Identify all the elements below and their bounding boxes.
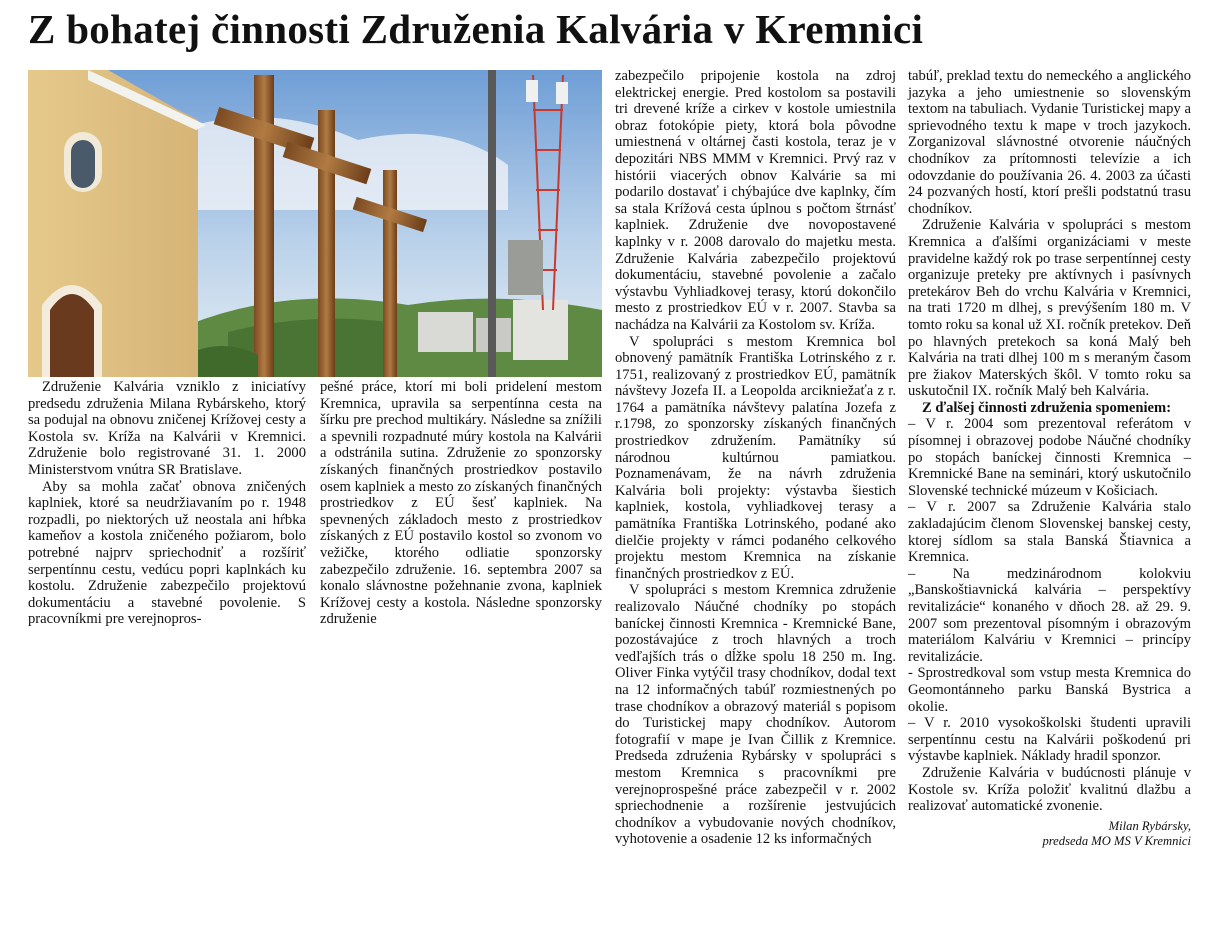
- article-subheading: Z ďalšej činnosti združenia spomeniem:: [922, 399, 1172, 416]
- article-paragraph: V spolupráci s mestom Kremnica bol obnovený pamätník Františka Lotrinského z r. 1751, realizovaný z prostriedkov EÚ, pamätník návštevy Jozefa II. a Leopolda arcikniežaťa z r. 1764 a pamätníka návštevy palatína Jozefa z r.1798, zo sponzorsky získaných finančných prostriedkov združením. Pamätníky sú národnou kultúrnou pamiatkou. Poznamenávam, že na návrh združenia Kalvária boli projekty: výstavba šiestich kaplniek, kostola, vyhliadkovej terasy a pamätníka Františka Lotrinského, podané ako dielčie projekty v rámci podaného celkového projektu mestom Kremnica na získanie finančných prostriedkov z EÚ.: [615, 333, 896, 582]
- list-item: – Na medzinárodnom kolokviu „Banskoštiavnická kalvária – perspektívy revitalizácie“ konaného v dňoch 28. až 29. 9. 2007 som prezentoval písomným i obrazovým materiálom Kalváriu v Kremnici – princípy revitalizácie.: [908, 565, 1191, 665]
- author-signature: [908, 819, 1191, 849]
- list-item: - Sprostredkoval som vstup mesta Kremnica do Geomontánneho parku Banská Bystrica a okolie.: [908, 665, 1191, 715]
- author-role: predseda MO MS V Kremnici: [1042, 833, 1191, 848]
- article-paragraph: pešné práce, ktorí mi boli pridelení mestom Kremnica, upravila sa serpentínna cesta na šírku pre prechod multikáry. Následne sa znížili a spevnili rozpadnuté múry kostola na Kalvárii a odstránila sutina. Združenie zo sponzorsky získaných finančných prostriedkov postavilo osem kaplniek a mesto zo získaných finančných prostriedkov z EÚ šesť kaplniek. Na spevnených základoch mesto z prostriedkov získaných z EÚ postavilo kostol so zvonom vo vežičke, ktorého odliatie sponzorsky zabezpečilo združenie. 16. septembra 2007 sa konalo slávnostne požehnanie zvona, kaplniek Krížovej cesty a kostola. Následne sponzorsky združenie: [320, 379, 602, 628]
- list-item: – V r. 2010 vysokoškolski študenti upravili serpentínnu cestu na Kalvárii poškodenú pri výstavbe kaplniek. Náklady hradil sponzor.: [908, 715, 1191, 765]
- article-photo-crosses: [28, 70, 602, 377]
- article-paragraph: Združenie Kalvária v spolupráci s mestom Kremnica a ďalšími organizáciami v meste pravidelne každý rok po trase serpentínnej cesty organizuje preteky pre aktívnych i pasívnych pretekárov Beh do vrchu Kalvária v Kremnici, na trati 1720 m dlhej, s prevýšením 180 m. V tomto roku sa konal už XI. ročník pretekov. Deň po hlavných pretekoch sa koná Malý beh Kalvária na trati dlhej 100 m s meraným časom pre žiakov Materských škôl. V tomto roku sa uskutočnil IX. ročník Malý beh Kalvária.: [908, 217, 1191, 400]
- list-item: – V r. 2007 sa Združenie Kalvária stalo zakladajúcim členom Slovenskej banskej cesty, ktorej sídlom sa stala Banská Štiavnica a Kremnica.: [908, 499, 1191, 566]
- article-paragraph: zabezpečilo pripojenie kostola na zdroj elektrickej energie. Pred kostolom sa postavili tri drevené kríže a cirkev v kostole umiestnila obraz fotokópie piety, ktorá bola pôvodne umiestnená v oltárnej časti kostola, teraz je v depozitári NBS MMM v Kremnici. Prvý raz v histórii viacerých obnov Kalvárie sa mi podarilo dostavať i chýbajúce dve kaplnky, čím sa stala Krížová cesta úplnou s počtom štrnásť kaplniek. Združenie dve novopostavené kaplnky v r. 2008 darovalo do majetku mesta. Združenie Kalvária zabezpečilo projektovú dokumentáciu, stavebné povolenie a začalo výstavbu Vyhliadkovej terasy, ktorú dokončilo mesto z prostriedkov EÚ v r. 2007. Stavba sa nachádza na Kalvárii za Kostolom sv. Kríža.: [615, 68, 896, 333]
- article-column-4: [908, 68, 1191, 849]
- list-item: – V r. 2004 som prezentoval referátom v písomnej i obrazovej podobe Náučné chodníky po stopách baníckej činnosti Kremnica – Kremnické Bane na seminári, ktorý uskutočnilo Slovenské technické múzeum v Košiciach.: [908, 416, 1191, 499]
- article-paragraph: Združenie Kalvária vzniklo z iniciatívy predsedu združenia Milana Rybárskeho, ktorý sa podujal na obnovu zničenej Krížovej cesty a Kostola sv. Kríža na Kalvárii v Kremnici. Združenie bolo registrované 31. 1. 2000 Ministerstvom vnútra SR Bratislave.: [28, 379, 306, 478]
- article-paragraph: Aby sa mohla začať obnova zničených kaplniek, ktoré sa neudržiavaním po r. 1948 rozpadli, po niektorých už neostala ani hŕbka kameňov a kostola zničeného požiarom, bolo potrebné najprv spriechodniť a rozšíriť serpentínnu cestu, vedúcu popri kaplnkách ku kostolu. Združenie zabezpečilo projektovú dokumentáciu a stavebné povolenie. S pracovníkmi pre verejnopros-: [28, 478, 306, 628]
- article-paragraph: tabúľ, preklad textu do nemeckého a anglického jazyka a jeho umiestnenie so slovenským textom na tabuliach. Vydanie Turistickej mapy a sprievodného textu k mape v troch jazykoch. Zorganizoval slávnostné otvorenie náučných chodníkov za prítomnosti televízie a ich odovzdanie do používania 26. 4. 2003 za účasti 24 pozvaných hostí, ktorí prešli podstatnú trasu chodníkov.: [908, 68, 1191, 217]
- article-column-3: [615, 68, 896, 848]
- author-name: Milan Rybársky,: [1108, 818, 1191, 833]
- article-paragraph: V spolupráci s mestom Kremnica združenie realizovalo Náučné chodníky po stopách baníckej činnosti Kremnica - Kremnické Bane, pozostávajúce z troch hlavných a troch vedľajších trás o dĺžke spolu 18 250 m. Ing. Oliver Finka vytýčil trasy chodníkov, dodal text na 12 informačných tabúľ rozmiestnených po trase chodníkov a obrazový materiál s popisom do Turistickej mapy chodníkov. Autorom fotografií v mape je Ivan Čillik z Kremnice. Predseda zdruźenia Rybársky v spolupráci s mestom Kremnica s pracovníkmi pre verejnoprospešné práce zabezpečil v r. 2002 spriechodnenie a rozšírenie jestvujúcich chodníkov a vybudovanie nových chodníkov, vyhotovenie a osadenie 12 ks informačných: [615, 582, 896, 848]
- article-headline: Z bohatej činnosti Združenia Kalvária v Kremnici: [28, 6, 924, 52]
- article-column-2: [320, 379, 602, 628]
- article-column-1: [28, 379, 306, 628]
- article-paragraph: Združenie Kalvária v budúcnosti plánuje v Kostole sv. Kríža položiť kvalitnú dlažbu a realizovať automatické zvonenie.: [908, 764, 1191, 815]
